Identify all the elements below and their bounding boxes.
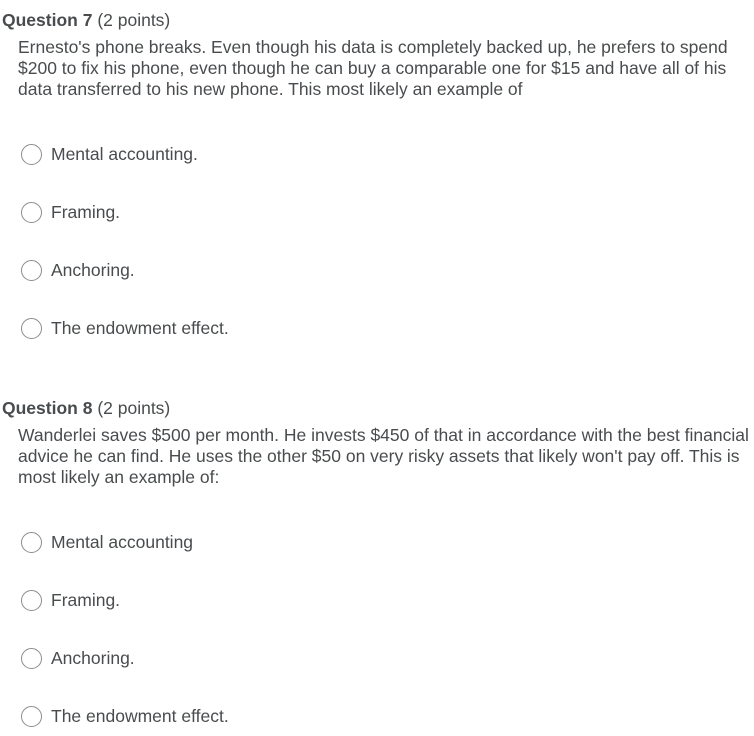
radio-button[interactable] <box>21 706 42 727</box>
answer-option-label: The endowment effect. <box>51 318 229 338</box>
answer-option-label: Mental accounting. <box>51 144 198 164</box>
question-points: (2 points) <box>97 398 171 418</box>
radio-button[interactable] <box>21 260 42 281</box>
radio-button[interactable] <box>21 590 42 611</box>
question-7 <box>0 9 754 349</box>
answer-option-anchoring[interactable] <box>21 645 135 671</box>
question-header <box>2 9 170 31</box>
answer-option-framing[interactable] <box>21 587 120 613</box>
question-text: Ernesto's phone breaks. Even though his data is completely backed up, he prefers to spend $200 to fix his phone, even though he can buy a comparable one for $15 and have all of his data transferred to his new phone. This most likely an example of <box>18 37 728 99</box>
answer-option-mental-accounting[interactable] <box>21 529 193 555</box>
answer-option-label: Anchoring. <box>51 648 135 668</box>
answer-option-label: The endowment effect. <box>51 706 229 726</box>
question-header <box>2 397 170 419</box>
radio-button[interactable] <box>21 532 42 553</box>
radio-button[interactable] <box>21 202 42 223</box>
answer-option-label: Mental accounting <box>51 532 194 552</box>
question-title: Question 8 <box>2 398 93 418</box>
answer-option-mental-accounting[interactable] <box>21 141 198 167</box>
question-text: Wanderlei saves $500 per month. He invests $450 of that in accordance with the best financial advice he can find. He uses the other $50 on very risky assets that likely won't pay off. This is most likely an example of: <box>18 425 749 487</box>
question-title: Question 7 <box>2 10 93 30</box>
radio-button[interactable] <box>21 144 42 165</box>
question-8 <box>0 397 754 736</box>
answer-option-label: Framing. <box>51 202 121 222</box>
radio-button[interactable] <box>21 318 42 339</box>
answer-option-anchoring[interactable] <box>21 257 135 283</box>
answer-option-label: Anchoring. <box>51 260 135 280</box>
answer-option-framing[interactable] <box>21 199 120 225</box>
answer-option-endowment-effect[interactable] <box>21 703 229 729</box>
answer-option-endowment-effect[interactable] <box>21 315 229 341</box>
answer-option-label: Framing. <box>51 590 121 610</box>
radio-button[interactable] <box>21 648 42 669</box>
question-points: (2 points) <box>97 10 171 30</box>
